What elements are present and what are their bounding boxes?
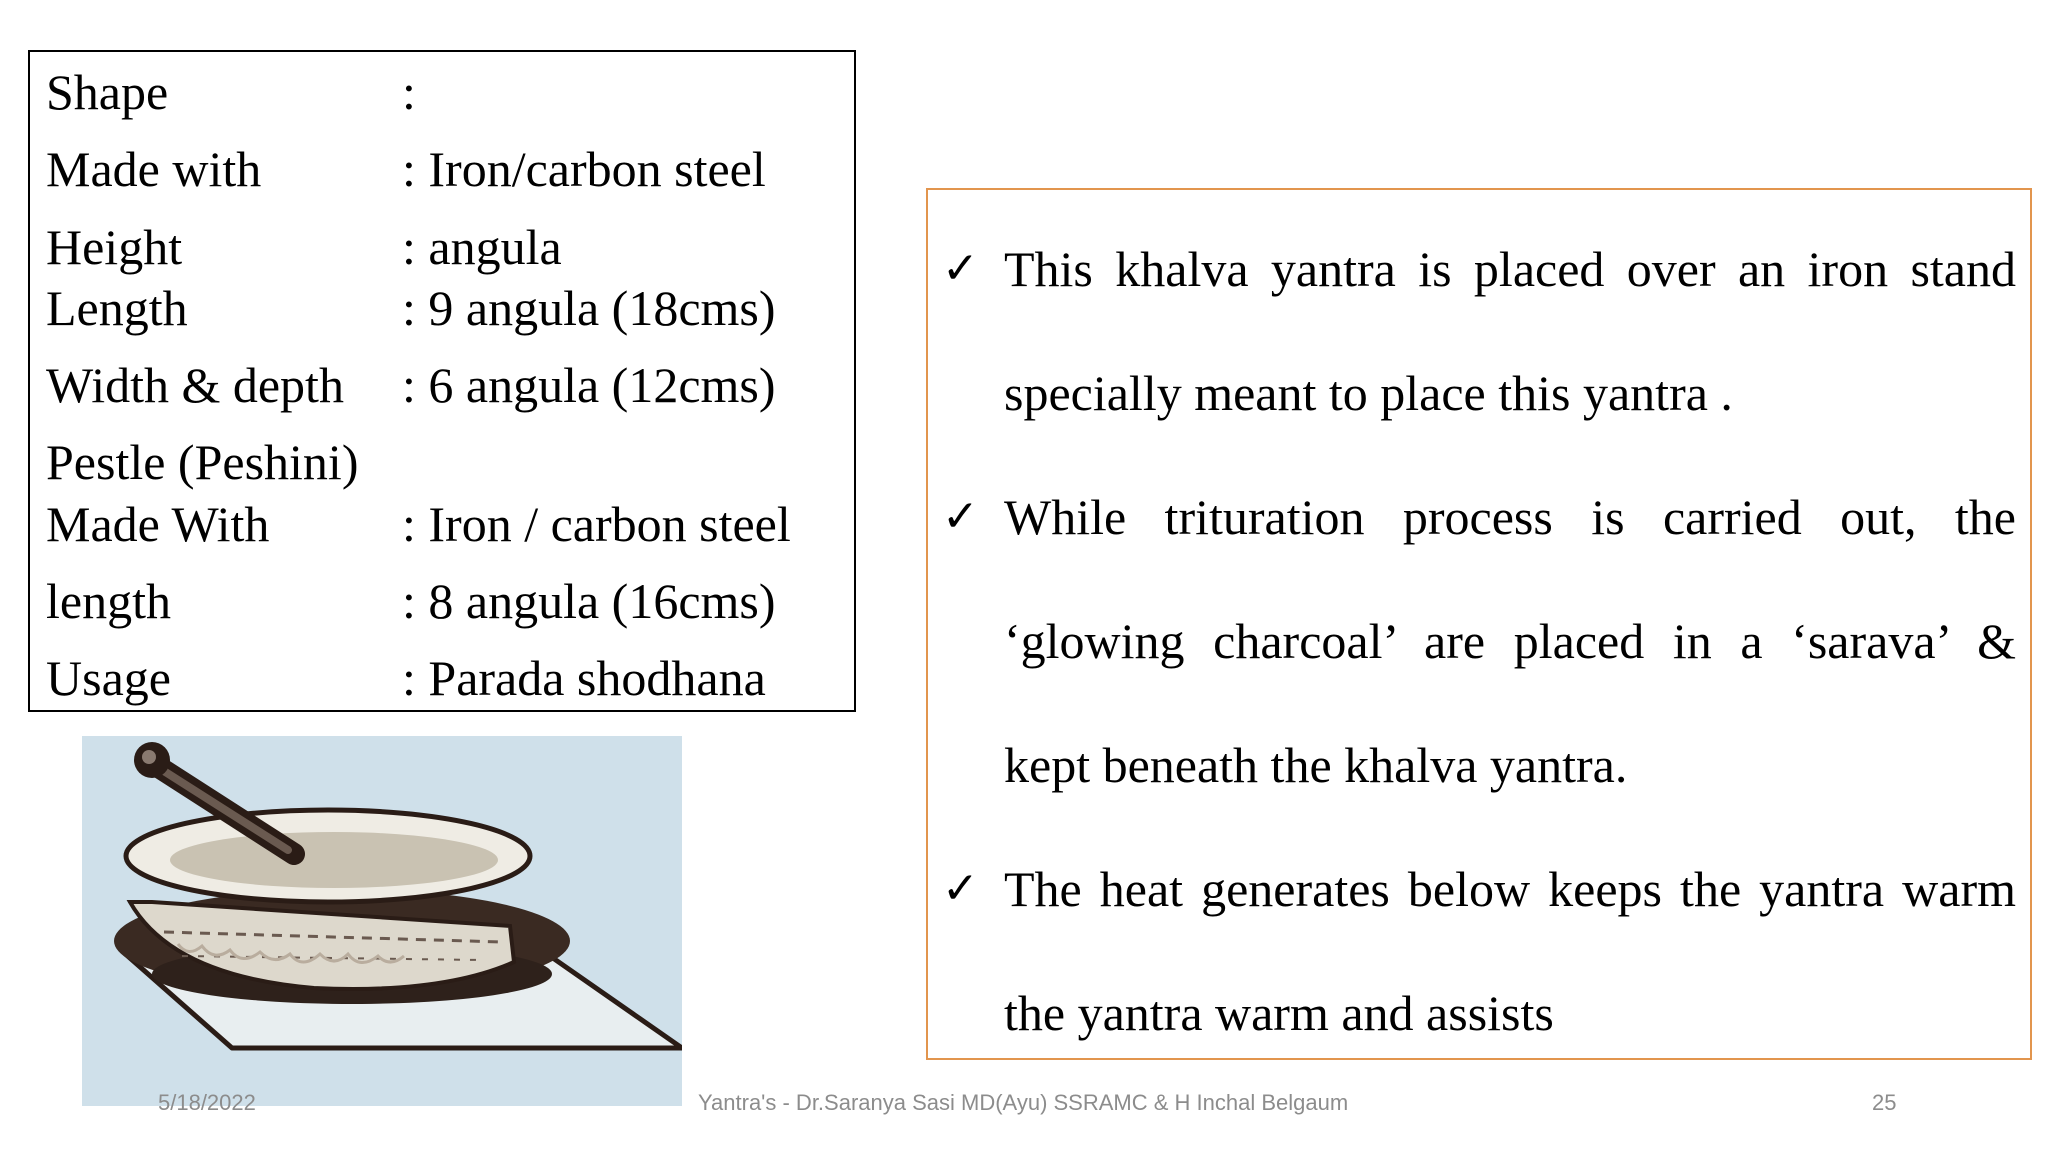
spec-label: Made With [46,496,270,552]
spec-label: Width & depth [46,357,344,413]
spec-value: : Parada shodhana [402,650,766,706]
spec-label: Made with [46,141,262,197]
spec-label: Usage [46,650,171,706]
checkmark-icon: ✓ [942,491,979,542]
mortar-and-pestle-icon [82,736,682,1106]
spec-label: Length [46,280,188,336]
spec-label: Shape [46,64,169,120]
spec-label: Pestle (Peshini) [46,434,359,490]
slide-number: 25 [1872,1090,1897,1115]
spec-value: : [402,64,416,120]
footer-date: 5/18/2022 [158,1090,256,1115]
bullet-line: While trituration process is carried out, the [1004,489,2016,545]
checkmark-icon: ✓ [942,243,979,294]
spec-value: : 8 angula (16cms) [402,573,776,629]
spec-value: : Iron/carbon steel [402,141,766,197]
bullet-line: ‘glowing charcoal’ are placed in a ‘sarava’ & [1004,613,2016,669]
bullet-line: The heat generates below keeps the yantra warm [1004,861,2016,917]
spec-value: : Iron / carbon steel [402,496,791,552]
spec-value: : angula [402,219,562,275]
bullet-line: the yantra warm and assists [1004,985,1554,1041]
spec-label: Height [46,219,183,275]
spec-value: : 9 angula (18cms) [402,280,776,336]
bullet-line: specially meant to place this yantra . [1004,365,1733,421]
footer-title: Yantra's - Dr.Saranya Sasi MD(Ayu) SSRAMC & H Inchal Belgaum [698,1090,1349,1115]
specifications-table [28,50,856,712]
checkmark-icon: ✓ [942,863,979,914]
notes-box [926,188,2032,1060]
spec-label: length [46,573,171,629]
bullet-line: kept beneath the khalva yantra. [1004,737,1628,793]
spec-value: : 6 angula (12cms) [402,357,776,413]
mortar-and-pestle-illustration [82,736,682,1106]
bullet-line: This khalva yantra is placed over an iron stand [1004,241,2016,297]
